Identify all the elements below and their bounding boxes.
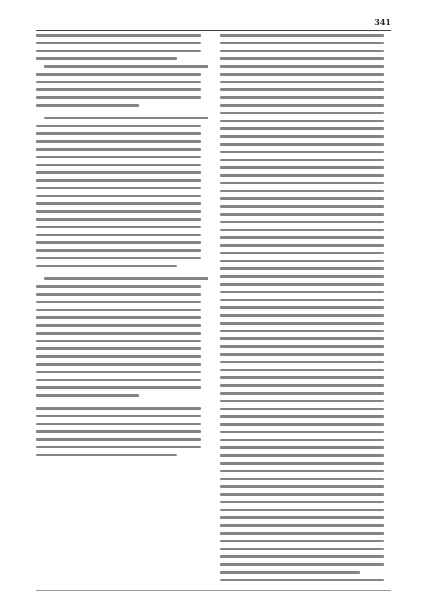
text-line	[36, 241, 201, 244]
text-line	[220, 174, 385, 177]
text-line	[220, 283, 385, 286]
text-line	[36, 88, 201, 91]
text-line	[220, 446, 385, 449]
text-line	[36, 156, 201, 159]
text-line	[220, 376, 385, 379]
text-line	[220, 462, 385, 465]
text-line	[220, 73, 385, 76]
text-line	[36, 316, 201, 319]
text-line	[220, 197, 385, 200]
text-line	[220, 345, 385, 348]
text-line	[44, 117, 208, 120]
text-line	[220, 470, 385, 473]
text-line	[220, 540, 385, 543]
text-line	[220, 213, 385, 216]
text-line	[220, 112, 385, 115]
text-line	[220, 555, 385, 558]
text-line	[220, 314, 385, 317]
running-header	[36, 16, 391, 31]
text-line	[36, 415, 201, 418]
text-line	[44, 65, 208, 68]
text-line	[220, 104, 385, 107]
text-line	[220, 400, 385, 403]
text-line	[220, 330, 385, 333]
text-line	[220, 151, 385, 154]
text-line	[220, 50, 385, 53]
text-line	[36, 73, 201, 76]
text-line	[36, 34, 201, 37]
text-line	[220, 392, 385, 395]
text-line	[36, 363, 201, 366]
text-line	[36, 379, 201, 382]
text-line	[220, 431, 385, 434]
text-line	[36, 454, 177, 457]
text-line	[36, 179, 201, 182]
text-line	[220, 96, 385, 99]
text-line	[36, 285, 201, 288]
text-line	[36, 96, 201, 99]
text-line	[220, 548, 385, 551]
text-line	[220, 291, 385, 294]
text-line	[36, 347, 201, 350]
text-line	[220, 369, 385, 372]
text-line	[36, 301, 201, 304]
text-line	[220, 135, 385, 138]
text-line	[220, 571, 361, 574]
text-line	[220, 353, 385, 356]
text-line	[220, 221, 385, 224]
text-line	[36, 140, 201, 143]
text-line	[220, 361, 385, 364]
text-line	[36, 309, 201, 312]
text-line	[220, 229, 385, 232]
text-line	[36, 394, 139, 397]
text-line	[220, 205, 385, 208]
text-line	[36, 257, 201, 260]
text-line	[220, 252, 385, 255]
text-line	[220, 337, 385, 340]
text-line	[36, 202, 201, 205]
text-line	[36, 171, 201, 174]
text-line	[220, 509, 385, 512]
text-line	[220, 275, 385, 278]
text-line	[220, 182, 385, 185]
text-line	[36, 332, 201, 335]
text-line	[220, 267, 385, 270]
text-line	[220, 57, 385, 60]
text-line	[36, 125, 201, 128]
text-line	[36, 249, 201, 252]
text-line	[220, 143, 385, 146]
text-line	[220, 260, 385, 263]
text-line	[220, 159, 385, 162]
text-line	[36, 42, 201, 45]
text-line	[220, 34, 385, 37]
text-line	[36, 265, 177, 268]
text-line	[220, 299, 385, 302]
text-line	[36, 218, 201, 221]
text-line	[36, 132, 201, 135]
text-line	[36, 371, 201, 374]
text-line	[220, 166, 385, 169]
text-line	[220, 65, 385, 68]
text-line	[36, 164, 201, 167]
text-line	[220, 190, 385, 193]
text-line	[36, 226, 201, 229]
text-line	[220, 120, 385, 123]
text-line	[220, 127, 385, 130]
page-number: 341	[374, 17, 391, 27]
text-line	[36, 340, 201, 343]
text-line	[36, 386, 201, 389]
text-line	[220, 384, 385, 387]
text-line	[36, 407, 201, 410]
text-line	[220, 244, 385, 247]
text-line	[36, 210, 201, 213]
text-line	[36, 234, 201, 237]
text-line	[220, 408, 385, 411]
text-line	[220, 88, 385, 91]
text-line	[220, 485, 385, 488]
left-column	[36, 34, 208, 585]
text-line	[36, 324, 201, 327]
text-line	[220, 478, 385, 481]
text-line	[36, 104, 139, 107]
text-line	[36, 148, 201, 151]
text-line	[220, 81, 385, 84]
text-line	[220, 532, 385, 535]
text-line	[220, 563, 385, 566]
text-line	[220, 306, 385, 309]
page-footer	[36, 590, 391, 599]
text-columns	[36, 34, 391, 585]
text-line	[36, 446, 201, 449]
text-line	[36, 293, 201, 296]
text-line	[220, 493, 385, 496]
right-column	[220, 34, 392, 585]
text-line	[220, 415, 385, 418]
text-line	[36, 430, 201, 433]
text-line	[36, 50, 201, 53]
text-line	[220, 42, 385, 45]
text-line	[36, 438, 201, 441]
text-line	[36, 81, 201, 84]
text-line	[220, 516, 385, 519]
text-line	[220, 423, 385, 426]
text-line	[36, 57, 177, 60]
text-line	[220, 439, 385, 442]
text-line	[220, 454, 385, 457]
text-line	[220, 524, 385, 527]
text-line	[36, 187, 201, 190]
text-line	[36, 355, 201, 358]
text-line	[220, 579, 385, 582]
text-line	[220, 236, 385, 239]
text-line	[220, 501, 385, 504]
text-line	[36, 423, 201, 426]
text-line	[36, 195, 201, 198]
text-line	[44, 277, 208, 280]
text-line	[220, 322, 385, 325]
